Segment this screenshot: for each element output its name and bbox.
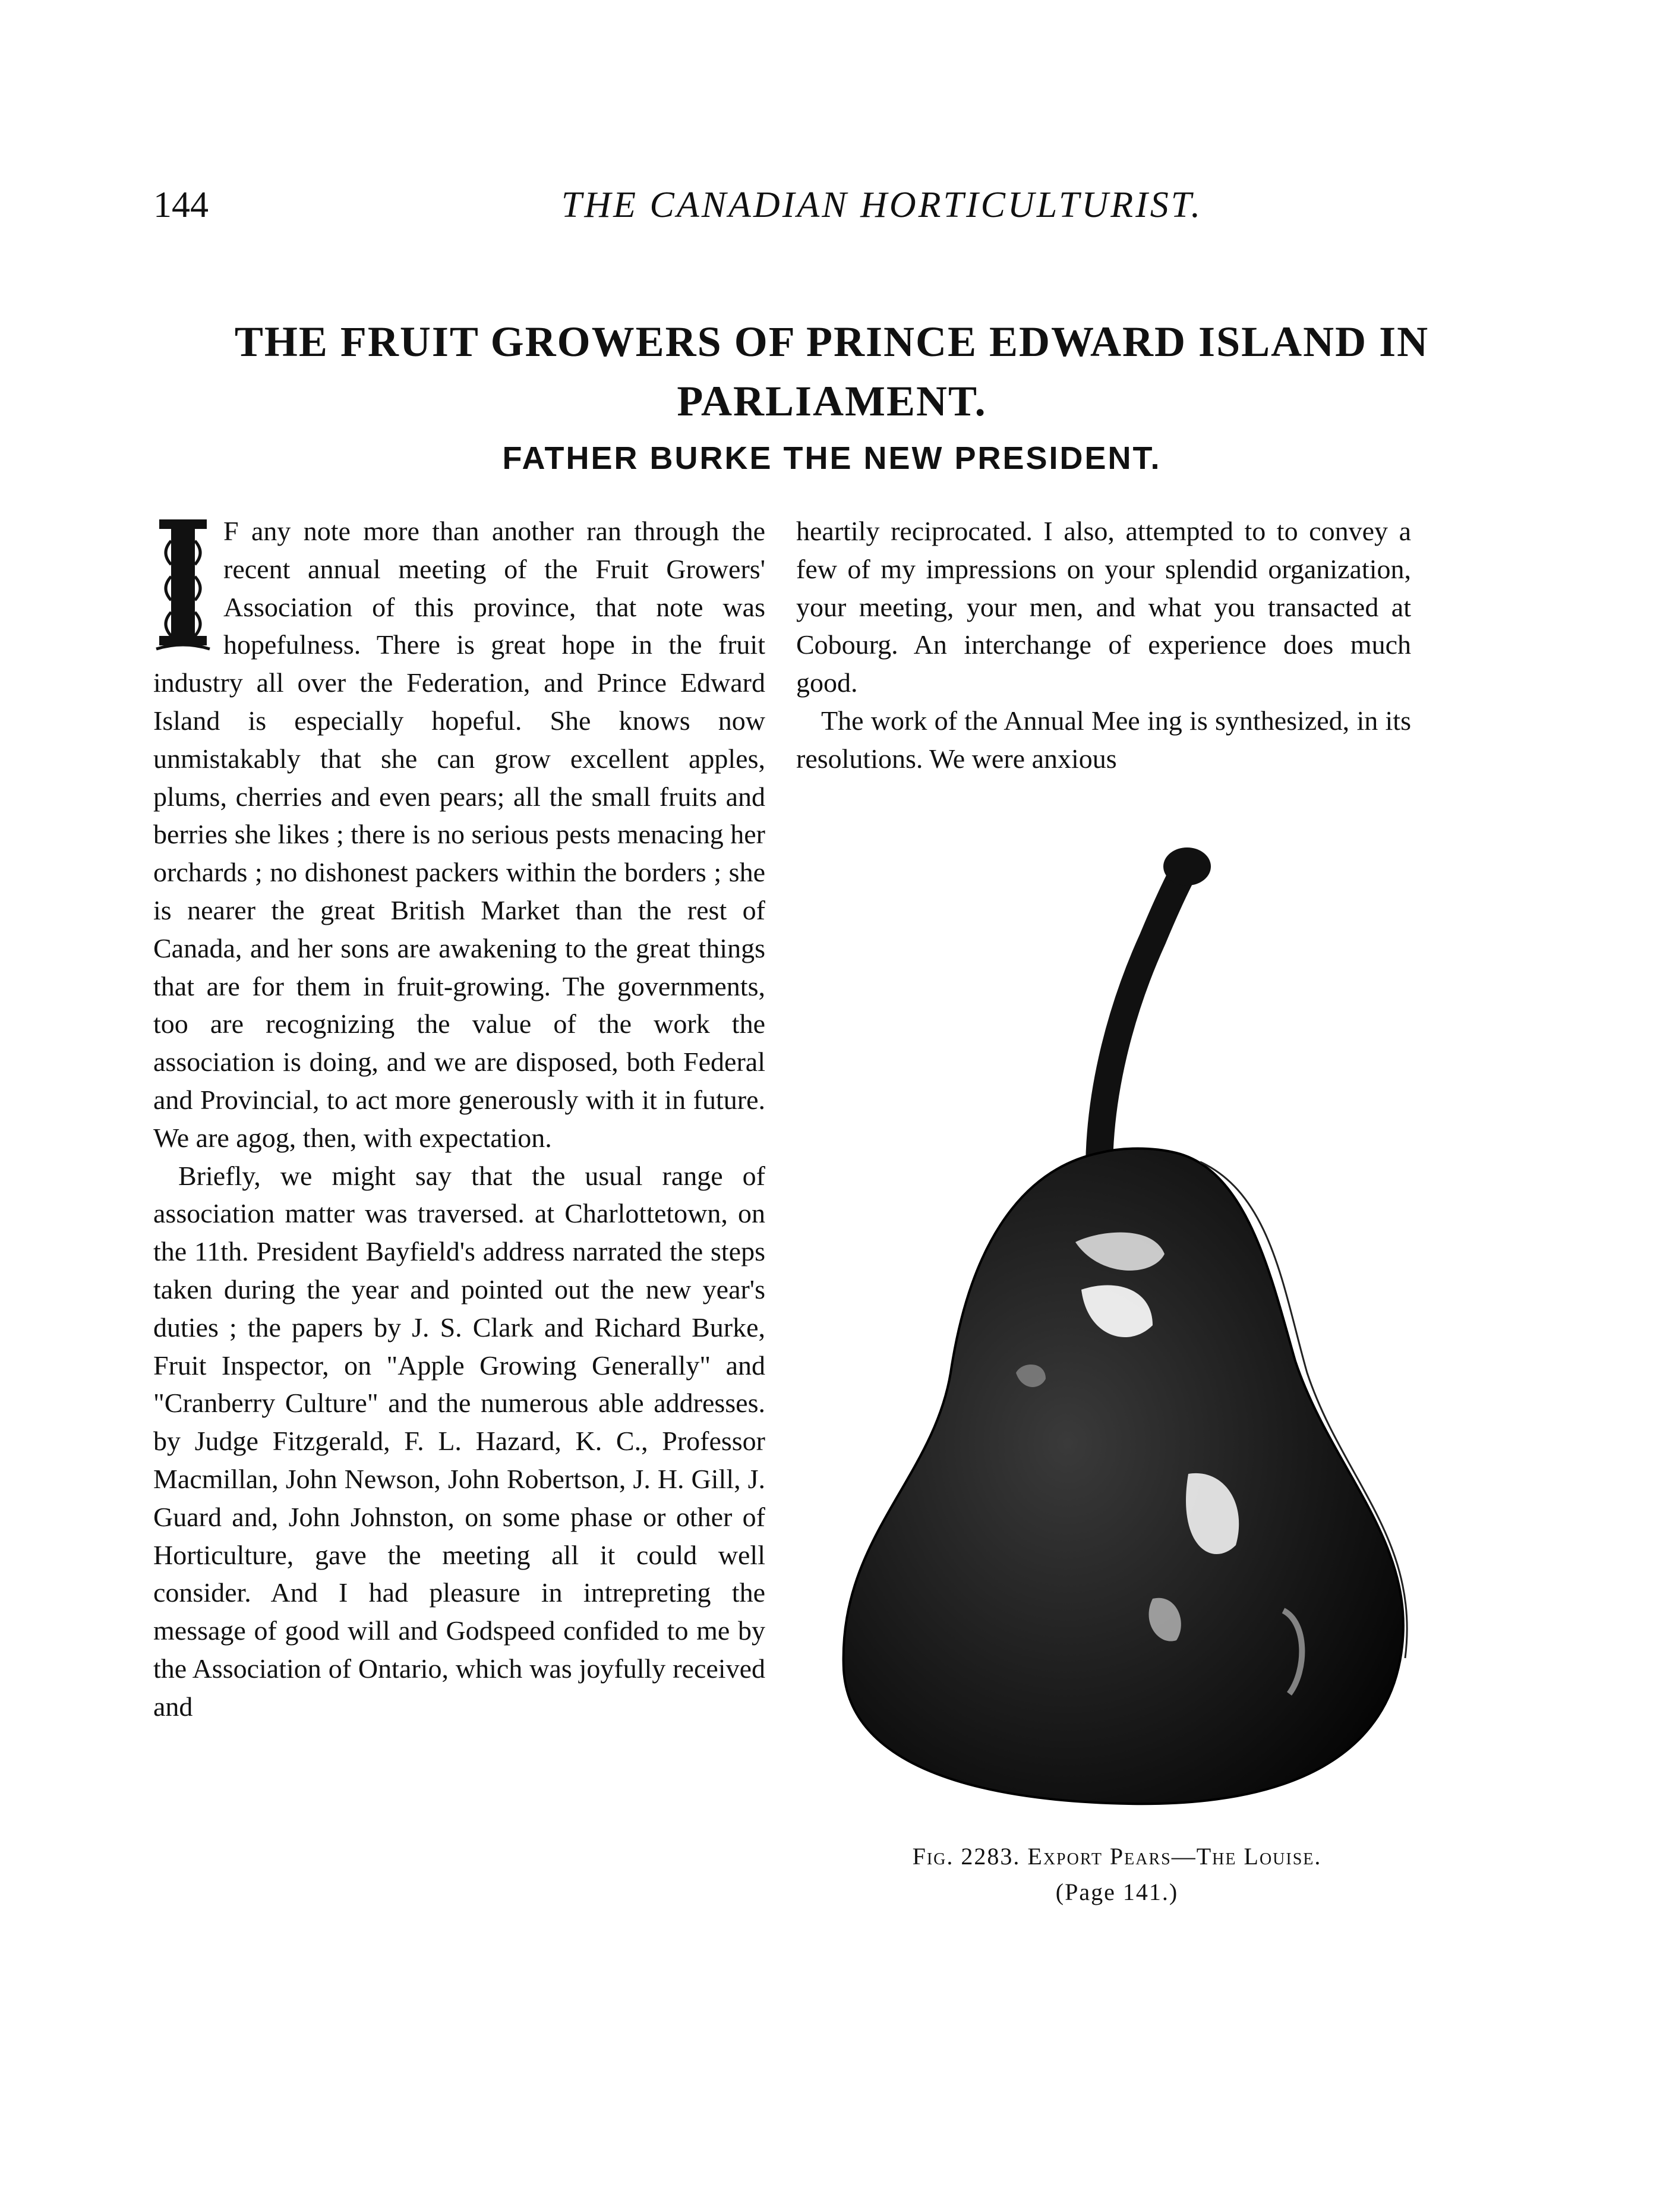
- paragraph-1: [153, 512, 765, 1157]
- drop-cap: [153, 517, 213, 654]
- paragraph-2: Briefly, we might say that the usual range of association matter was traversed. at Charlottetown, on the 11th. President Bayfield's address narrated the steps taken during the year and pointed out the new year's duties ; the papers by J. S. Clark and Richard Burke, Fruit Inspector, on "Apple Growing Generally" and "Cranberry Culture" and the numerous able addresses. by Judge Fitzgerald, F. L. Hazard, K. C., Professor Macmillan, John Newson, John Robertson, J. H. Gill, J. Guard and, John Johnston, on some phase or other of Horticulture, gave the meeting all it could well consider. And I had pleasure in intrepreting the message of good will and Godspeed confided to me by the Association of Ontario, which was joyfully received and: [153, 1160, 765, 1722]
- drop-cap-i-icon: [153, 517, 213, 654]
- right-column: [796, 512, 1411, 778]
- article-title: THE FRUIT GROWERS OF PRINCE EDWARD ISLAND IN PARLIAMENT.: [234, 318, 1430, 425]
- journal-title: THE CANADIAN HORTICULTURIST.: [561, 185, 1203, 225]
- page-number: 144: [153, 185, 209, 225]
- caption-line-1: Fig. 2283. Export Pears—The Louise.: [912, 1843, 1322, 1870]
- caption-line-2: (Page 141.): [1055, 1879, 1179, 1905]
- article-subtitle: FATHER BURKE THE NEW PRESIDENT.: [502, 440, 1162, 476]
- left-column: [153, 512, 765, 1726]
- paragraph-4: The work of the Annual Mee ing is synthesized, in its resolutions. We were anxious: [796, 705, 1411, 774]
- figure-caption: [808, 1839, 1426, 1910]
- figure-pear: [820, 838, 1438, 1813]
- paragraph-3: heartily reciprocated. I also, attempted to to convey a few of my impressions on your splendid organization, your meeting, your men, and what you transacted at Cobourg. An interchange of experience does much good.: [796, 516, 1411, 698]
- running-head: [0, 184, 1663, 232]
- pear-illustration-icon: [820, 838, 1438, 1813]
- paragraph-1-text: F any note more than another ran through the recent annual meeting of the Fruit Growers' Association of this province, that note was hopefulness. There is great hope in the fruit industry all over the Federation, and Prince Edward Island is especially hopeful. She knows now unmistakably that she can grow excellent apples, plums, cherries and even pears; all the small fruits and berries she likes ; there is no serious pests menacing her orchards ; no dishonest packers within the borders ; she is nearer the great British Market than the rest of Canada, and her sons are awakening to the great things that are for them in fruit-growing. The governments, too are recognizing the value of the work the association is doing, and we are disposed, both Federal and Provincial, to act more generously with it in future. We are agog, then, with expectation.: [153, 516, 765, 1153]
